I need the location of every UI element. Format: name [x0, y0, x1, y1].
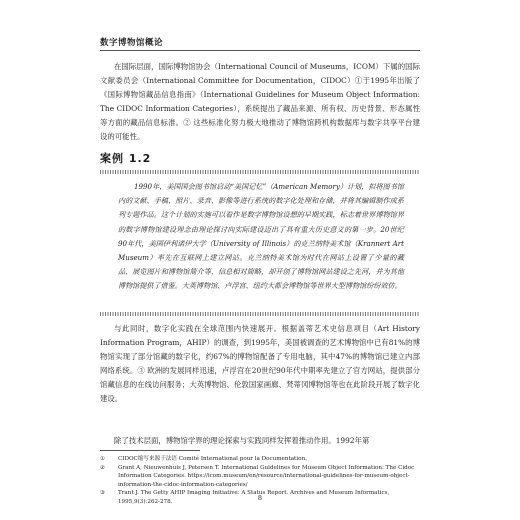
footnote-number: ③ — [100, 490, 106, 497]
case-box-top-rule — [100, 170, 420, 174]
body-paragraph-3: 除了技术层面，博物馆学界的理论探索与实践同样发挥着推动作用。1992年第 — [114, 436, 370, 445]
case-text: 1990年，美国国会图书馆启动“美国记忆”（American Memory）计划，拟将图书馆内的文献、手稿、照片、录音、影像等进行系统的数字化处理和存储，并将其编辑制作成系列专题作品。这个计划的实施可以看作是数字博物馆设想的早期实践，标志着世界博物馆界的数字博物馆建设理念由理论探讨向实际建设迈出了具有重大历史意义的第一步。20世纪90年代，美国伊利诺伊大学（University of Illinois）的克兰纳特美术馆（Krannert Art Museum）率先在互联网上建立网站。克兰纳特美术馆为时代在网站上设置了少量的藏品、展览图片和博物馆简介等，信息相对简略，却开创了博物馆网站建设之先河，并为其他博物馆提供了借鉴。大英博物馆、卢浮宫、纽约大都会博物馆等世界大型博物馆纷纷效仿。 — [118, 182, 404, 291]
footnote-text: Trant J. The Getty AHIP Imaging Initiative: A Status Report. Archives and Museum Informatics, 1995,9(3):262-278. — [118, 490, 390, 505]
footnote-rule — [100, 450, 200, 451]
running-header: 数字博物馆概论 — [100, 38, 164, 48]
footnote-text: CIDOC缩写来源于法语 Comité International pour la Documentation。 — [118, 456, 311, 462]
footnote-item — [100, 455, 420, 464]
header-rule — [100, 50, 420, 51]
case-heading: 案例 1.2 — [100, 152, 152, 165]
page-number: 8 — [257, 494, 263, 502]
footnote-number: ② — [100, 464, 106, 471]
footnote-text: Grant A, Nieuwenhuis J, Petersen T. International Guidelines for Museum Object Information: The Cidoc Information Categories. https://icom.museum/en/resource/international-guidelines-for-museum-object-information-the-cidoc-information-categories/ — [118, 464, 415, 488]
case-box-bottom-rule — [100, 312, 420, 316]
body-paragraph-1: 在国际层面，国际博物馆协会（International Council of Museums，ICOM）下属的国际文献委员会（International Committee for Documentation，CIDOC）①于1995年出版了《国际博物馆藏品信息指南》（International Guidelines for Museum Object Information: The CIDOC Information Categories），系统提出了藏品来源、所有权、历史背景、形态属性等方面的藏品信息标准。② 这些标准化努力极大地推动了博物馆跨机构数据库与数字共享平台建设的可能性。 — [100, 62, 420, 142]
body-paragraph-2: 与此同时，数字化实践在全球范围内快速展开。根据盖蒂艺术史信息项目（Art History Information Program，AHIP）的调查，到1995年，美国被调查的艺术博物馆中已有81%的博物馆实现了部分馆藏的数字化，约67%的博物馆配备了专用电脑，其中47%的博物馆已建立内部网络系统。③ 欧洲的发展同样迅速，卢浮宫在20世纪90年代中期率先建立了官方网站，提供部分馆藏信息的在线访问服务；大英博物馆、伦敦国家画廊、梵蒂冈博物馆等也在此阶段开展了数字化建设。 — [100, 324, 420, 404]
footnote-item — [100, 464, 420, 490]
footnote-number: ① — [100, 456, 106, 462]
